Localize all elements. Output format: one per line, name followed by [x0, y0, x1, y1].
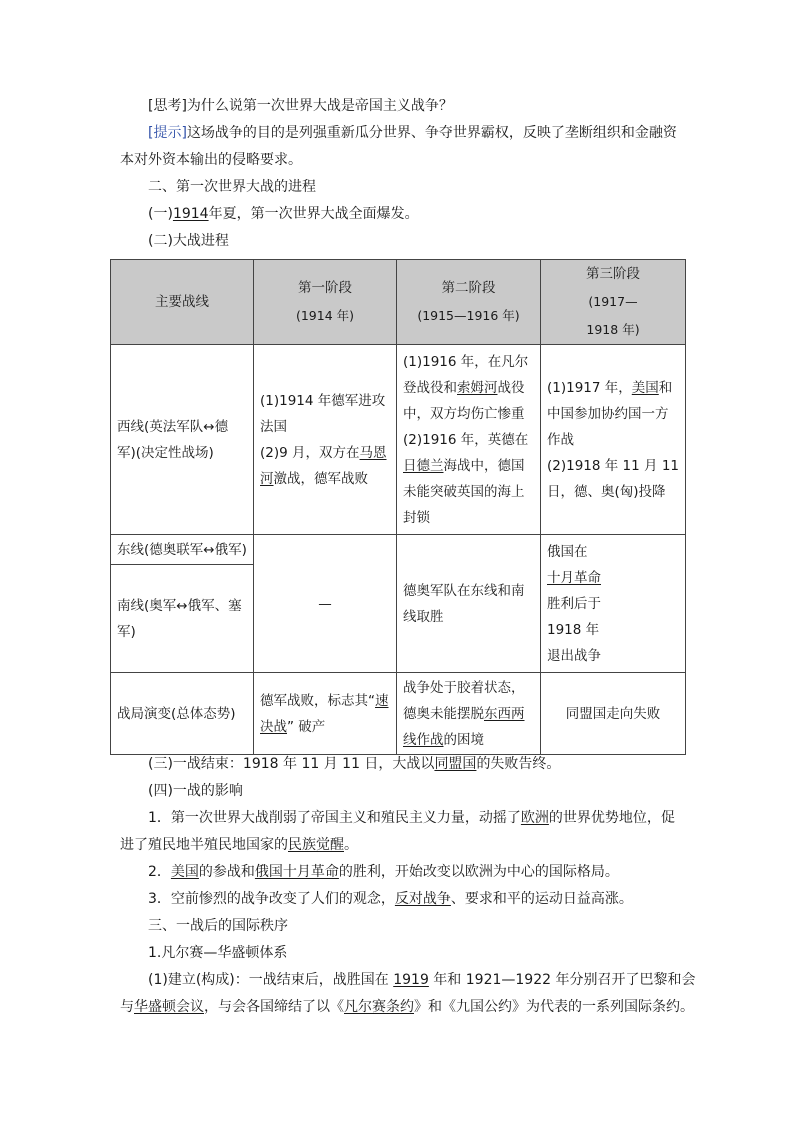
w2-2b: 战役 [497, 379, 525, 396]
war-end [148, 754, 560, 774]
table-row-east [111, 535, 686, 565]
w1-4 [260, 466, 390, 492]
es3-3: 胜利后于 [547, 595, 601, 612]
i2a: 2． [148, 864, 171, 880]
i1d: 。 [344, 837, 358, 853]
w1-2: 法国 [260, 418, 287, 435]
es3-5: 退出战争 [547, 647, 601, 664]
end-u: 同盟国 [434, 756, 477, 772]
es3-2u: 十月革命 [547, 569, 601, 586]
header-stage-3 [541, 260, 686, 345]
s1-2 [260, 714, 390, 740]
w1-3 [260, 440, 390, 466]
es3-2 [547, 565, 679, 591]
vw-system-title: 1.凡尔赛—华盛顿体系 [148, 945, 288, 961]
w2-6: 未能突破英国的海上 [403, 483, 525, 500]
i3a: 3．空前惨烈的战争改变了人们的观念， [148, 891, 395, 907]
h3b: (1917— [588, 294, 638, 309]
w3-2: 中国参加协约国一方 [547, 405, 669, 422]
i2b: 的参战和 [198, 864, 255, 880]
i1u: 欧洲 [520, 810, 549, 826]
w2-5a: 海战中，德国 [443, 457, 525, 474]
i1a: 1．第一次世界大战削弱了帝国主义和殖民主义力量，动摇了 [148, 810, 521, 826]
es3-1: 俄国在 [547, 543, 588, 560]
w2-2u: 索姆河 [457, 379, 498, 396]
influence-1-line-2 [120, 835, 358, 855]
w3-1b: 和 [658, 379, 673, 396]
w2-1: (1)1916 年，在凡尔 [403, 353, 529, 370]
west-label [111, 345, 254, 535]
vw1b: 年和 1921—1922 年分别召开了巴黎和会 [428, 972, 696, 988]
s21-pre: (一) [148, 206, 173, 222]
h3c: 1918 年) [586, 322, 640, 337]
w2-5u: 日德兰 [403, 457, 444, 474]
s21-year: 1914 [172, 206, 209, 222]
vw2b: ，与会各国缔结了以《 [204, 999, 344, 1015]
section-2-2: (二)大战进程 [148, 233, 229, 249]
es2-2: 线取胜 [403, 608, 444, 625]
s2-2a: 德奥未能摆脱 [403, 705, 484, 722]
s1-1a: 德军战败，标志其“ [260, 692, 375, 709]
vw2a: 与 [120, 999, 134, 1015]
hint-text-1: 这场战争的目的是列强重新瓜分世界、争夺世界霸权，反映了垄断组织和金融资 [186, 125, 677, 141]
s2-3u: 线作战 [403, 731, 444, 748]
section-2-title: 二、第一次世界大战的进程 [148, 179, 316, 195]
i2u2: 俄国十月革命 [254, 864, 339, 880]
w2-3: 中，双方均伤亡惨重 [403, 405, 525, 422]
i1u2: 民族觉醒 [288, 837, 344, 853]
w3-1 [547, 375, 679, 401]
vw1u: 1919 [393, 972, 429, 988]
s1-1u: 速 [375, 692, 389, 709]
i2u: 美国 [170, 864, 199, 880]
w1-3u: 马恩 [359, 444, 387, 461]
section-3-title: 三、一战后的国际秩序 [148, 918, 288, 934]
s2-2 [403, 701, 534, 727]
h2a: 第二阶段 [441, 280, 496, 296]
h1a: 第一阶段 [298, 280, 352, 296]
vw1a: (1)建立(构成)：一战结束后，战胜国在 [148, 972, 394, 988]
w1-4a: 激战，德军战败 [273, 470, 368, 487]
s1-2u: 决战 [260, 718, 287, 735]
south-2: 军) [117, 623, 136, 640]
s1-2a: ” 破产 [287, 718, 326, 735]
hint-line-1 [148, 123, 677, 143]
s2-2u: 东西两 [484, 705, 525, 722]
w2-7: 封锁 [403, 509, 430, 526]
h1b: (1914 年) [295, 308, 355, 323]
war-progress-table [110, 259, 686, 755]
w2-5 [403, 453, 534, 479]
s1-1 [260, 688, 390, 714]
hint-line-2: 本对外资本输出的侵略要求。 [120, 152, 302, 168]
w2-4: (2)1916 年，英德在 [403, 431, 529, 448]
w3-5: 日，德、奥(匈)投降 [547, 483, 666, 500]
east-label: 东线(德奥联军↔俄军) [111, 535, 254, 565]
vw2c: 》和《九国公约》为代表的一系列国际条约。 [414, 999, 694, 1015]
end-pre: (三)一战结束：1918 年 11 月 11 日，大战以 [148, 756, 435, 772]
vw-line-1 [148, 970, 695, 990]
sit-stage-3: 同盟国走向失败 [541, 673, 686, 755]
i3b: 、要求和平的运动日益高涨。 [450, 891, 633, 907]
es-stage-2 [397, 535, 541, 673]
h2b: (1915—1916 年) [417, 308, 520, 323]
influence-2 [148, 862, 619, 882]
hint-tag: [提示] [148, 125, 187, 141]
w3-1a: (1)1917 年， [547, 379, 632, 396]
influence-3 [148, 889, 633, 909]
es2-1: 德奥军队在东线和南 [403, 582, 525, 599]
vw-line-2 [120, 997, 694, 1017]
vw2u2: 凡尔赛条约 [344, 999, 414, 1015]
table-header-row [111, 260, 686, 345]
w2-2a: 登战役和 [403, 379, 457, 396]
s2-3a: 的困境 [443, 731, 484, 748]
south-label [111, 565, 254, 673]
es-stage-1: — [254, 535, 397, 673]
header-front: 主要战线 [111, 260, 254, 345]
think-question: [思考]为什么说第一次世界大战是帝国主义战争？ [148, 98, 453, 114]
h3a: 第三阶段 [586, 266, 640, 282]
section-2-1 [148, 204, 419, 224]
table-row-west [111, 345, 686, 535]
influence-1-line-1 [148, 808, 675, 828]
i2c: 的胜利，开始改变以欧洲为中心的国际格局。 [338, 864, 619, 880]
i1c: 进了殖民地半殖民地国家的 [120, 837, 288, 853]
influence-title: (四)一战的影响 [148, 783, 243, 799]
w1-4u: 河 [260, 470, 274, 487]
west-2: 军)(决定性战场) [117, 444, 214, 461]
s2-3 [403, 727, 534, 753]
table-row-situation [111, 673, 686, 755]
w2-2 [403, 375, 534, 401]
west-stage-1 [254, 345, 397, 535]
s2-1: 战争处于胶着状态， [403, 679, 525, 696]
vw2u: 华盛顿会议 [134, 999, 204, 1015]
i1b: 的世界优势地位，促 [548, 810, 675, 826]
west-stage-3 [541, 345, 686, 535]
sit-stage-1 [254, 673, 397, 755]
i3u: 反对战争 [394, 891, 451, 907]
w3-3: 作战 [547, 431, 574, 448]
w3-1u: 美国 [631, 379, 659, 396]
header-stage-1 [254, 260, 397, 345]
header-stage-2 [397, 260, 541, 345]
situation-label: 战局演变(总体态势) [111, 673, 254, 755]
es-stage-3 [541, 535, 686, 673]
w1-3a: (2)9 月，双方在 [260, 444, 360, 461]
w3-4: (2)1918 年 11 月 11 [547, 457, 680, 474]
sit-stage-2 [397, 673, 541, 755]
es3-4: 1918 年 [547, 621, 600, 638]
w1-1: (1)1914 年德军进攻 [260, 392, 386, 409]
end-post: 的失败告终。 [476, 756, 561, 772]
west-stage-2 [397, 345, 541, 535]
south-1: 南线(奥军↔俄军、塞 [117, 597, 242, 614]
s21-post: 年夏，第一次世界大战全面爆发。 [208, 206, 419, 222]
west-1: 西线(英法军队↔德 [117, 418, 229, 435]
